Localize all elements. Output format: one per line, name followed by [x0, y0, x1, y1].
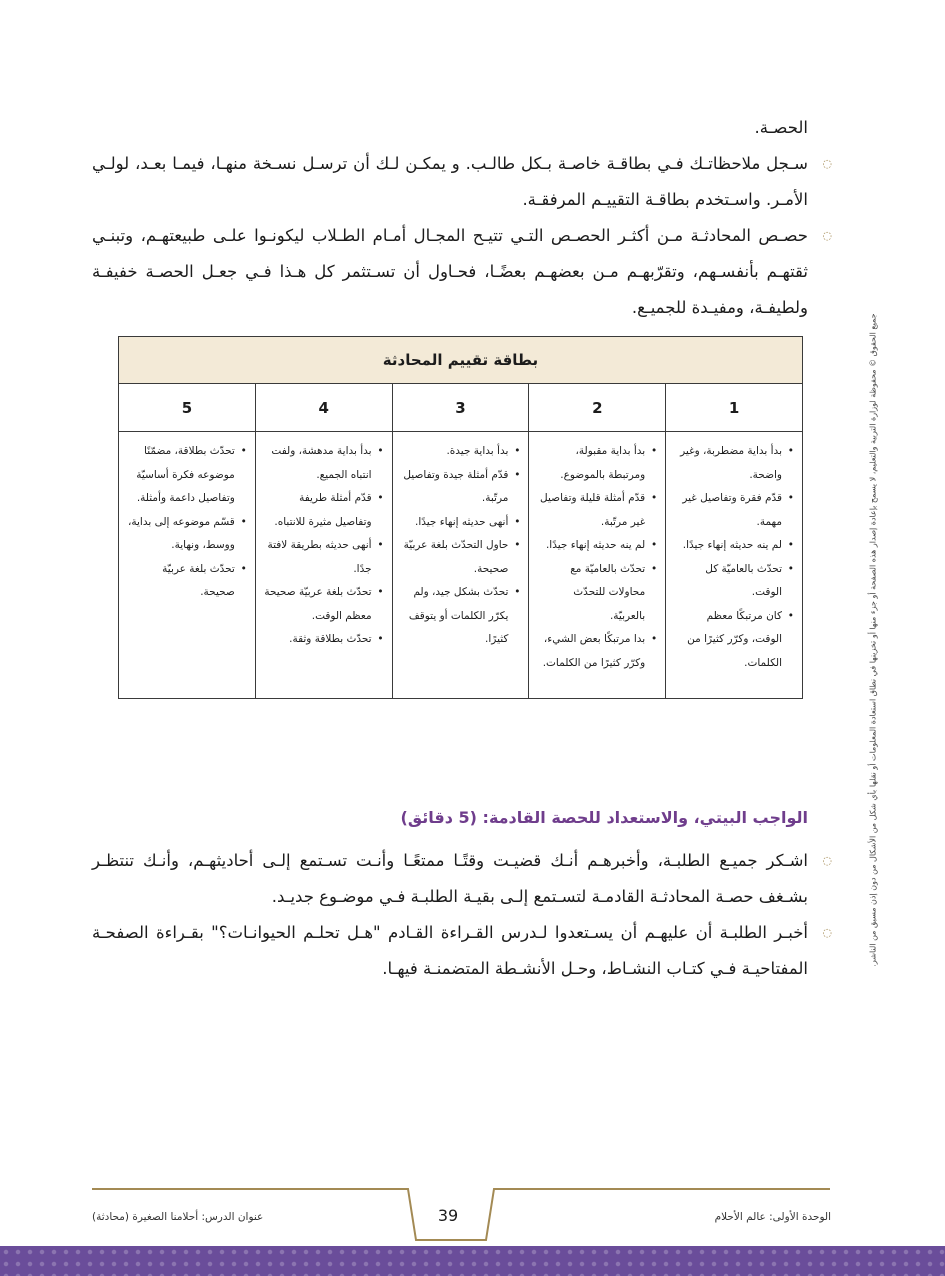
rubric-score-header: 2	[529, 384, 666, 432]
bullet-circle-icon: ◌	[822, 926, 832, 939]
rubric-criterion: • تحدّث بشكل جيد، ولم يكرّر الكلمات أو يتوقف كثيرًا.	[401, 581, 509, 652]
rubric-criterion: • لم ينه حديثه إنهاء جيدًا.	[674, 534, 782, 558]
rubric-criterion: • تحدّث بالعاميّة كل الوقت.	[674, 558, 782, 605]
bullet-thank-students: ◌ اشـكر جميـع الطلبـة، وأخبرهـم أنـك قضيـت وقتًـا ممتعًـا وأنـت تسـتمع إلـى أحاديثهـم، وأنـك تنتظـر بشـغف حصـة المحادثـة القادمـة لتسـتمع إلـى بقيـة الطلبـة فـي موضـوع جديـد.	[92, 843, 808, 915]
rubric-criterion: • تحدّث بلغة عربيّة صحيحة.	[127, 558, 235, 605]
rubric-criterion: • تحدّث بلغة عربيّة صحيحة معظم الوقت.	[264, 581, 372, 628]
rubric-criterion: • بدا مرتبكًا بعض الشيء، وكرّر كثيرًا من الكلمات.	[537, 628, 645, 675]
rubric-criterion: • بدأ بداية جيدة.	[401, 440, 509, 464]
bullet-circle-icon: ◌	[822, 854, 832, 867]
page-number: 39	[437, 1206, 459, 1225]
bullet-record-notes: ◌ سـجل ملاحظاتـك فـي بطاقـة خاصـة بـكل طالـب. و يمكـن لـك أن ترسـل نسـخة منهـا، فيمـا بعـد، لولـي الأمـر. واسـتخدم بطاقـة التقييـم المرفقـة.	[92, 146, 808, 218]
decorative-bottom-band	[0, 1246, 945, 1276]
rubric-score-header: 1	[666, 384, 803, 432]
copyright-text: جميع الحقوق © محفوظة لوزارة التربية والتعليم، لا يسمح بإعادة إصدار هذه الصفحة أو جزء منها أو تخزينها في نطاق استعادة المعلومات أو نقلها بأي شكل من الأشكال من دون إذن مسبق من الناشر.	[868, 313, 878, 967]
rubric-title: بطاقة تقييم المحادثة	[119, 337, 803, 384]
rubric-criterion: • تحدّث بالعاميّة مع محاولات للتحدّث بالعربيّة.	[537, 558, 645, 629]
rubric-criterion: • تحدّث بطلاقة وثقة.	[264, 628, 372, 652]
rubric-criterion: • حاول التحدّث بلغة عربيّة صحيحة.	[401, 534, 509, 581]
homework-heading: الواجب البيتي، والاستعداد للحصة القادمة: (5 دقائق)	[400, 808, 808, 827]
rubric-criterion: • بدأ بداية مدهشة، ولفت انتباه الجميع.	[264, 440, 372, 487]
bullet-circle-icon: ◌	[822, 229, 832, 242]
bullet-conversation-lessons: ◌ حصـص المحادثـة مـن أكثـر الحصـص التـي تتيـح المجـال أمـام الطـلاب ليكونـوا علـى طبيعتهـم، وتبنـي ثقتهـم بأنفسـهم، وتقرّبهـم مـن بعضهـم بعضًـا، فحـاول أن تسـتثمر كل هـذا فـي جعـل الحصـة خفيفـة ولطيفـة، ومفيـدة للجميـع.	[92, 218, 808, 326]
footer-unit: الوحدة الأولى: عالم الأحلام	[714, 1211, 831, 1223]
rubric-criterion: • قدّم أمثلة طريفة وتفاصيل مثيرة للانتباه.	[264, 487, 372, 534]
bullet-next-reading: ◌ أخبـر الطلبـة أن عليهـم أن يسـتعدوا لـدرس القـراءة القـادم "هـل تحلـم الحيوانـات؟" بقـراءة الصفحـة المفتاحيـة فـي كتـاب النشـاط، وحـل الأنشـطة المتضمنـة فيهـا.	[92, 915, 808, 987]
rubric-criterion: • قدّم أمثلة جيدة وتفاصيل مرتّبة.	[401, 464, 509, 511]
paragraph-lesson-end: الحصـة.	[754, 118, 808, 137]
rubric-criterion: • قدّم فقرة وتفاصيل غير مهمة.	[674, 487, 782, 534]
rubric-criterion: • قسّم موضوعه إلى بداية، ووسط، ونهاية.	[127, 511, 235, 558]
footer-lesson: عنوان الدرس: أحلامنا الصغيرة (محادثة)	[92, 1211, 264, 1223]
rubric-score-header: 3	[392, 384, 529, 432]
rubric-criterion: • لم ينه حديثه إنهاء جيدًا.	[537, 534, 645, 558]
rubric-criterion: • أنهى حديثه إنهاء جيدًا.	[401, 511, 509, 535]
rubric-score-header: 5	[119, 384, 256, 432]
rubric-criterion: • تحدّث بطلاقة، مضمّنًا موضوعه فكرة أساسيّة وتفاصيل داعمة وأمثلة.	[127, 440, 235, 511]
rubric-criterion: • أنهى حديثه بطريقة لافتة جدًا.	[264, 534, 372, 581]
rubric-score-header: 4	[255, 384, 392, 432]
rubric-criterion: • بدأ بداية مقبولة، ومرتبطة بالموضوع.	[537, 440, 645, 487]
rubric-criterion: • كان مرتبكًا معظم الوقت، وكرّر كثيرًا من الكلمات.	[674, 605, 782, 676]
rubric-criterion: • بدأ بداية مضطربة، وغير واضحة.	[674, 440, 782, 487]
bullet-circle-icon: ◌	[822, 157, 832, 170]
rubric-criterion: • قدّم أمثلة قليلة وتفاصيل غير مرتّبة.	[537, 487, 645, 534]
